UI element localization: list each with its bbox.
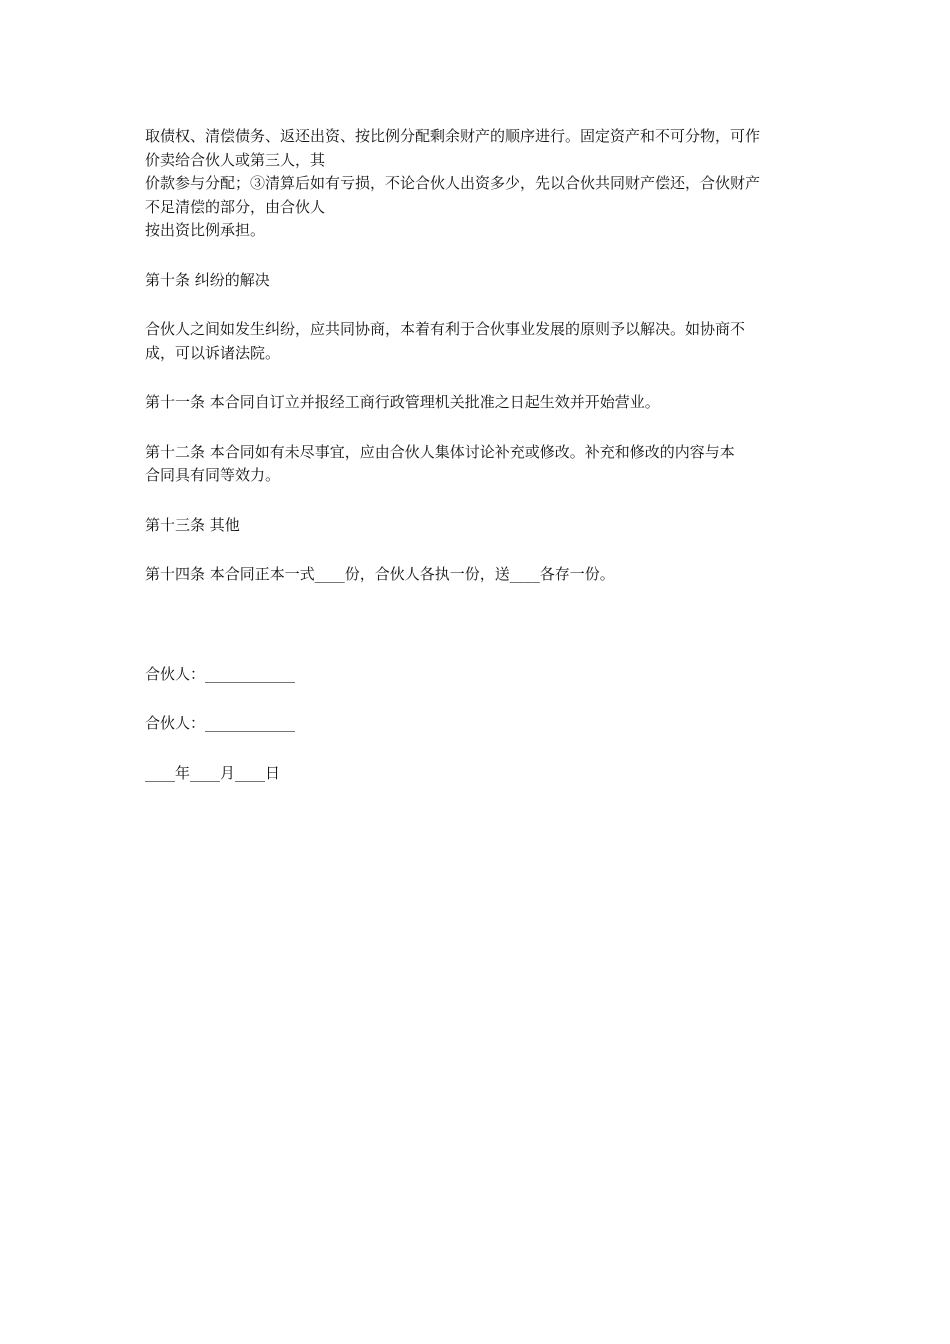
- opening-line-5: 按出资比例承担。: [145, 221, 266, 239]
- opening-line-2: 价卖给合伙人或第三人，其: [145, 150, 326, 169]
- article-13: [145, 514, 810, 538]
- spacer: [145, 365, 810, 391]
- signature-partner-1: [145, 663, 810, 687]
- article-10-heading: 第十条 纠纷的解决: [145, 270, 270, 289]
- article-12: [145, 441, 810, 488]
- opening-line-1: 取债权、清偿债务、返还出资、按比例分配剩余财产的顺序进行。固定资产和不可分物，可作: [145, 127, 761, 145]
- spacer: [145, 736, 810, 762]
- spacer: [145, 537, 810, 563]
- spacer: [145, 415, 810, 441]
- partner-2-signature-line: 合伙人：____________: [145, 714, 296, 732]
- article-14-text: 第十四条 本合同正本一式____份，合伙人各执一份，送____各存一份。: [145, 565, 615, 583]
- signature-partner-2: [145, 712, 810, 736]
- opening-line-3: 价款参与分配；③清算后如有亏损，不论合伙人出资多少，先以合伙共同财产偿还，合伙财产: [145, 174, 761, 192]
- date-line: ____年____月____日: [145, 763, 281, 782]
- spacer: [145, 292, 810, 318]
- article-10-body: [145, 318, 810, 365]
- opening-paragraph: [145, 125, 810, 243]
- article-14: [145, 563, 810, 587]
- spacer: [145, 686, 810, 712]
- article-12-line-2: 合同具有同等效力。: [145, 466, 281, 484]
- article-11: [145, 391, 810, 415]
- article-10-line-1: 合伙人之间如发生纠纷，应共同协商，本着有利于合伙事业发展的原则予以解决。如协商不: [145, 320, 746, 338]
- article-11-text: 第十一条 本合同自订立并报经工商行政管理机关批准之日起生效并开始营业。: [145, 393, 660, 411]
- document-page: [145, 125, 810, 785]
- article-10-title: [145, 269, 810, 293]
- article-12-line-1: 第十二条 本合同如有未尽事宜，应由合伙人集体讨论补充或修改。补充和修改的内容与本: [145, 442, 735, 461]
- article-10-line-2: 成，可以诉诸法院。: [145, 343, 281, 362]
- spacer: [145, 243, 810, 269]
- partner-1-signature-line: 合伙人：____________: [145, 664, 296, 683]
- spacer: [145, 587, 810, 663]
- opening-line-4: 不足清偿的部分，由合伙人: [145, 197, 326, 216]
- spacer: [145, 488, 810, 514]
- article-13-text: 第十三条 其他: [145, 515, 240, 534]
- signature-date: [145, 762, 810, 786]
